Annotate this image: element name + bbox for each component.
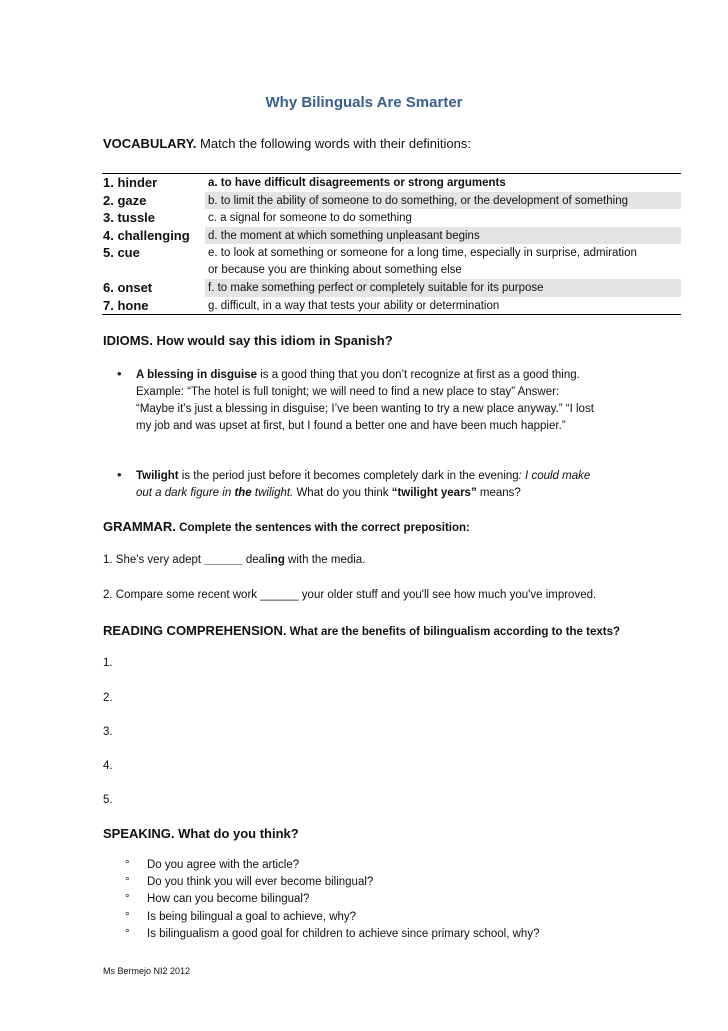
grammar-heading <box>103 519 470 534</box>
vocab-definition-line: e. to look at something or someone for a long time, especially in surprise, admiration <box>208 247 637 259</box>
vocab-row <box>102 244 681 279</box>
vocab-word: 7. hone <box>103 297 149 313</box>
vocabulary-table <box>102 173 681 315</box>
footer-credit: Ms Bermejo NI2 2012 <box>103 966 191 976</box>
question-text: How can you become bilingual? <box>147 893 310 905</box>
vocab-word: 1. hinder <box>103 175 158 190</box>
vocab-word: 6. onset <box>103 280 153 295</box>
degree-bullet-icon: ° <box>125 876 130 888</box>
grammar-sentence-2: 2. Compare some recent work ______ your older stuff and you'll see how much you've improved. <box>103 589 597 601</box>
sentence-text: 1. She's very adept <box>103 554 205 566</box>
idiom-2-line <box>136 468 644 485</box>
reading-instruction: What are the benefits of bilingualism according to the texts? <box>286 626 621 638</box>
bullet-icon: • <box>117 467 122 482</box>
idiom-1-line: Example: “The hotel is full tonight; we will need to find a new place to stay” Answer: <box>136 386 560 398</box>
grammar-label: GRAMMAR. <box>103 519 176 534</box>
idiom-text: What do you think <box>293 487 392 499</box>
idiom-term: A blessing in disguise <box>136 369 257 381</box>
vocab-word: 3. tussle <box>103 210 156 225</box>
degree-bullet-icon: ° <box>125 893 130 905</box>
reading-heading <box>103 623 620 638</box>
reading-label: READING COMPREHENSION. <box>103 623 287 638</box>
question-text: Is being bilingual a goal to achieve, why? <box>147 911 357 923</box>
idiom-text: means? <box>476 487 521 499</box>
sentence-bold: ing <box>267 554 285 566</box>
idiom-1-line: “Maybe it’s just a blessing in disguise; I’ve been wanting to try a new place anyway.” “I lost <box>136 403 594 415</box>
vocab-definition-line: or because you are thinking about something else <box>208 264 462 276</box>
vocab-definition: c. a signal for someone to do something <box>208 212 412 224</box>
idiom-example-bold: the <box>234 487 252 499</box>
idiom-2 <box>136 468 644 502</box>
vocab-definition: a. to have difficult disagreements or strong arguments <box>208 177 506 189</box>
degree-bullet-icon: ° <box>125 859 130 871</box>
answer-line: 5. <box>103 794 113 806</box>
answer-line: 4. <box>103 760 113 772</box>
degree-bullet-icon: ° <box>125 928 130 940</box>
answer-blank: ______ <box>204 554 243 566</box>
answer-line: 1. <box>103 657 113 669</box>
vocab-row <box>102 297 681 315</box>
vocab-definition: f. to make something perfect or completely suitable for its purpose <box>205 279 681 297</box>
idiom-question-term: “twilight years” <box>391 487 477 499</box>
idiom-2-line <box>136 485 644 502</box>
question-text: Is bilingualism a good goal for children to achieve since primary school, why? <box>147 928 540 940</box>
vocab-row <box>102 279 681 297</box>
idiom-1-line <box>136 367 594 384</box>
idiom-1 <box>136 367 594 435</box>
answer-line: 2. <box>103 692 113 704</box>
grammar-sentence-1 <box>103 554 365 566</box>
vocabulary-label: VOCABULARY. <box>103 136 197 151</box>
idiom-term: Twilight <box>136 470 179 482</box>
question-text: Do you agree with the article? <box>147 859 300 871</box>
vocab-definition: g. difficult, in a way that tests your ability or determination <box>208 299 500 312</box>
speaking-heading: SPEAKING. What do you think? <box>103 826 299 841</box>
idiom-example: : I could make <box>518 470 591 482</box>
vocab-word: 2. gaze <box>103 192 147 208</box>
idiom-example: twilight. <box>251 487 294 499</box>
vocab-definition: b. to limit the ability of someone to do something, or the development of something <box>205 192 681 210</box>
speaking-question <box>125 859 299 871</box>
idiom-1-line: my job and was upset at first, but I found a better one and have been much happier.” <box>136 420 566 432</box>
vocab-row <box>102 209 681 227</box>
vocab-definition <box>205 244 681 280</box>
degree-bullet-icon: ° <box>125 911 130 923</box>
idiom-text: is a good thing that you don’t recognize at first as a good thing. <box>257 369 580 381</box>
grammar-instruction: Complete the sentences with the correct preposition: <box>175 522 470 534</box>
speaking-question <box>125 928 539 940</box>
vocab-row <box>102 227 681 245</box>
vocabulary-heading <box>103 136 471 151</box>
answer-line: 3. <box>103 726 113 738</box>
vocab-word: 4. challenging <box>103 227 190 243</box>
idiom-example: out a dark figure in <box>136 487 235 499</box>
vocab-row <box>102 174 681 192</box>
speaking-question <box>125 876 373 888</box>
vocab-definition: d. the moment at which something unpleasant begins <box>205 227 681 245</box>
vocab-row <box>102 192 681 210</box>
speaking-question <box>125 911 356 923</box>
vocabulary-instruction: Match the following words with their definitions: <box>196 136 471 151</box>
vocab-word: 5. cue <box>103 245 140 260</box>
speaking-question <box>125 893 309 905</box>
idiom-text: is the period just before it becomes completely dark in the evening <box>178 470 519 482</box>
question-text: Do you think you will ever become bilingual? <box>147 876 374 888</box>
sentence-text: with the media. <box>284 554 366 566</box>
page-title: Why Bilinguals Are Smarter <box>265 94 463 111</box>
idioms-heading: IDIOMS. How would say this idiom in Spanish? <box>103 333 393 348</box>
sentence-text: deal <box>242 554 268 566</box>
bullet-icon: • <box>117 366 122 381</box>
